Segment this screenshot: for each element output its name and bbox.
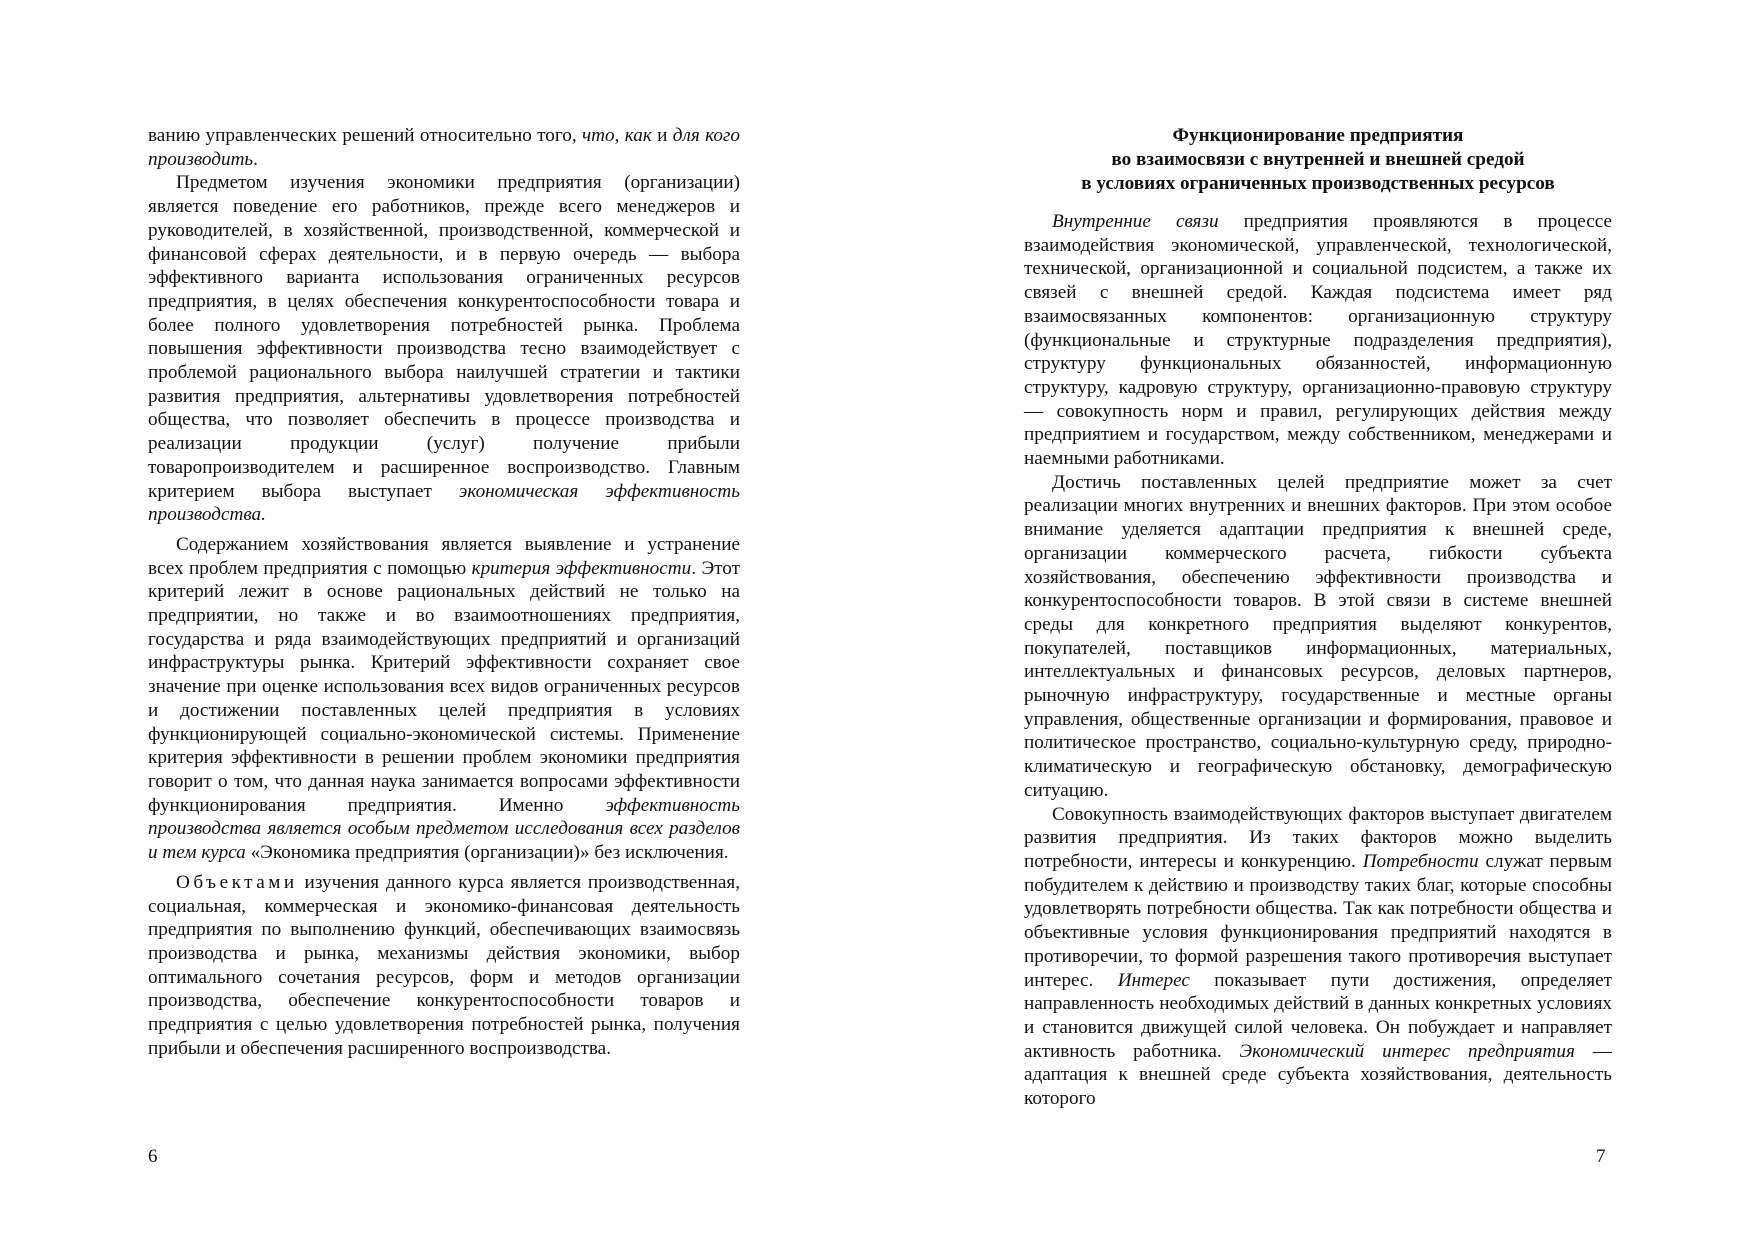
italic-run: для кого производить (148, 125, 740, 170)
text-run: ванию управленческих решений относительно того, (148, 125, 582, 146)
paragraph (148, 171, 740, 527)
left-page (0, 0, 875, 1240)
italic-run: критерия эффективности (471, 557, 692, 579)
text-run: изучения данного курса является производственная, социальная, коммерческая и экономико-финансовая деятельность предприятия по выполнению функций, обеспечивающих взаимосвязь производства и рынка, механизмы действия экономики, выбор оптимального сочетания ресурсов, форм и методов организации производства, обеспечение конкурентоспособности товаров и предприятия с целью удовлетворения потребностей рынка, получения прибыли и обеспечения расширенного воспроизводства. (148, 871, 740, 1059)
text-run: Достичь поставленных целей предприятие может за счет реализации многих внутренних и внешних факторов. При этом особое внимание уделяется адаптации предприятия к внешней среде, организации коммерческого расчета, гибкости субъекта хозяйствования, обеспечению эффективности производства и конкурентоспособности товаров. В этой связи в системе внешней среды для конкретного предприятия выделяют конкурентов, покупателей, поставщиков информационных, материальных, интеллектуальных и финансовых ресурсов, деловых партнеров, рыночную инфраструктуру, государственные и местные органы управления, общественные организации и формирования, правовое и политическое пространство, социально-культурную среду, природно-климатическую и географическую обстановку, демографическую ситуацию. (1024, 471, 1612, 801)
paragraph (148, 124, 740, 171)
text-run: — адаптация к внешней среде субъекта хозяйствования, деятельность которого (1024, 1040, 1612, 1110)
italic-run: Потребности (1362, 850, 1479, 872)
text-run: , (614, 125, 625, 146)
text-run: Содержанием хозяйствования является выявление и устранение всех проблем предприятия с помощью (148, 533, 740, 579)
italic-run: как (624, 125, 652, 146)
italic-run: Внутренние связи (1052, 211, 1219, 232)
italic-run: Экономический интерес предприятия (1239, 1040, 1575, 1062)
right-text-column (1024, 124, 1612, 1111)
text-run: . Этот критерий лежит в основе рациональных действий не только на предприятии, но также и во взаимоотношениях предприятия, государства и ряда взаимодействующих предприятий и организаций инфраструктуры рынка. Критерий эффективности сохраняет свое значение при оценке использования всех видов ограниченных ресурсов и достижении поставленных целей предприятия в условиях функционирующей социально-экономической системы. Применение критерия эффективности в решении проблем экономики предприятия говорит о том, что данная наука занимается вопросами эффективности функционирования предприятия. Именно (148, 557, 740, 816)
italic-run: что (581, 125, 615, 146)
spaced-run: Объектами (176, 871, 298, 893)
left-text-column (148, 124, 740, 1060)
right-page (876, 0, 1751, 1240)
paragraph (148, 533, 740, 865)
italic-run: Интерес (1117, 969, 1190, 991)
title-line: Функционирование предприятия (1172, 125, 1464, 146)
title-line: в условиях ограниченных производственных ресурсов (1081, 173, 1555, 194)
italic-run: экономическая эффективность производства. (148, 480, 740, 526)
text-run: показывает пути достижения, определяет направленность необходимых действий в данных конкретных условиях и становится движущей силой человека. Он побуждает и направляет активность работника. (1024, 969, 1613, 1062)
paragraph (1024, 210, 1612, 471)
section-title (1024, 124, 1612, 196)
page-number: 6 (148, 1146, 158, 1167)
page-number: 7 (1596, 1146, 1606, 1167)
italic-run: эффективность производства является особым предметом исследования всех разделов и тем курса (148, 794, 740, 864)
paragraph (1024, 803, 1612, 1111)
text-run: и (651, 125, 673, 146)
text-run: Совокупность взаимодействующих факторов выступает двигателем развития предприятия. Из таких факторов можно выделить потребности, интересы и конкуренцию. (1024, 803, 1612, 872)
text-run: предприятия проявляются в процессе взаимодействия экономической, управленческой, технологической, технической, организационной и социальной подсистем, а также их связей с внешней средой. Каждая подсистема имеет ряд взаимосвязанных компонентов: организационную структуру (функциональные и структурные подразделения предприятия), структуру функциональных обязанностей, информационную структуру, кадровую структуру, организационно-правовую структуру — совокупность норм и правил, регулирующих действия между предприятием и государством, между собственником, менеджерами и наемными работниками. (1024, 211, 1612, 470)
text-run: . (253, 148, 258, 170)
text-run: служат первым побудителем к действию и производству таких благ, которые способны удовлетворять потребности общества. Так как потребности общества и объективные условия функционирования предприятий находятся в противоречии, то формой разрешения такого противоречия выступает интерес. (1024, 850, 1612, 991)
paragraph (1024, 471, 1612, 803)
title-line: во взаимосвязи с внутренней и внешней средой (1111, 149, 1525, 170)
text-run: «Экономика предприятия (организации)» без исключения. (245, 842, 729, 864)
paragraph (148, 871, 740, 1061)
text-run: Предметом изучения экономики предприятия (организации) является поведение его работников, прежде всего менеджеров и руководителей, в хозяйственной, производственной, коммерческой и финансовой сферах деятельности, и в первую очередь — выбора эффективного варианта использования ограниченных ресурсов предприятия, в целях обеспечения конкурентоспособности товара и более полного удовлетворения потребностей рынка. Проблема повышения эффективности производства тесно взаимодействует с проблемой рационального выбора наилучшей стратегии и тактики развития предприятия, альтернативы удовлетворения потребностей общества, что позволяет обеспечить в процессе производства и реализации продукции (услуг) получение прибыли товаропроизводителем и расширенное воспроизводство. Главным критерием выбора выступает (148, 172, 740, 502)
